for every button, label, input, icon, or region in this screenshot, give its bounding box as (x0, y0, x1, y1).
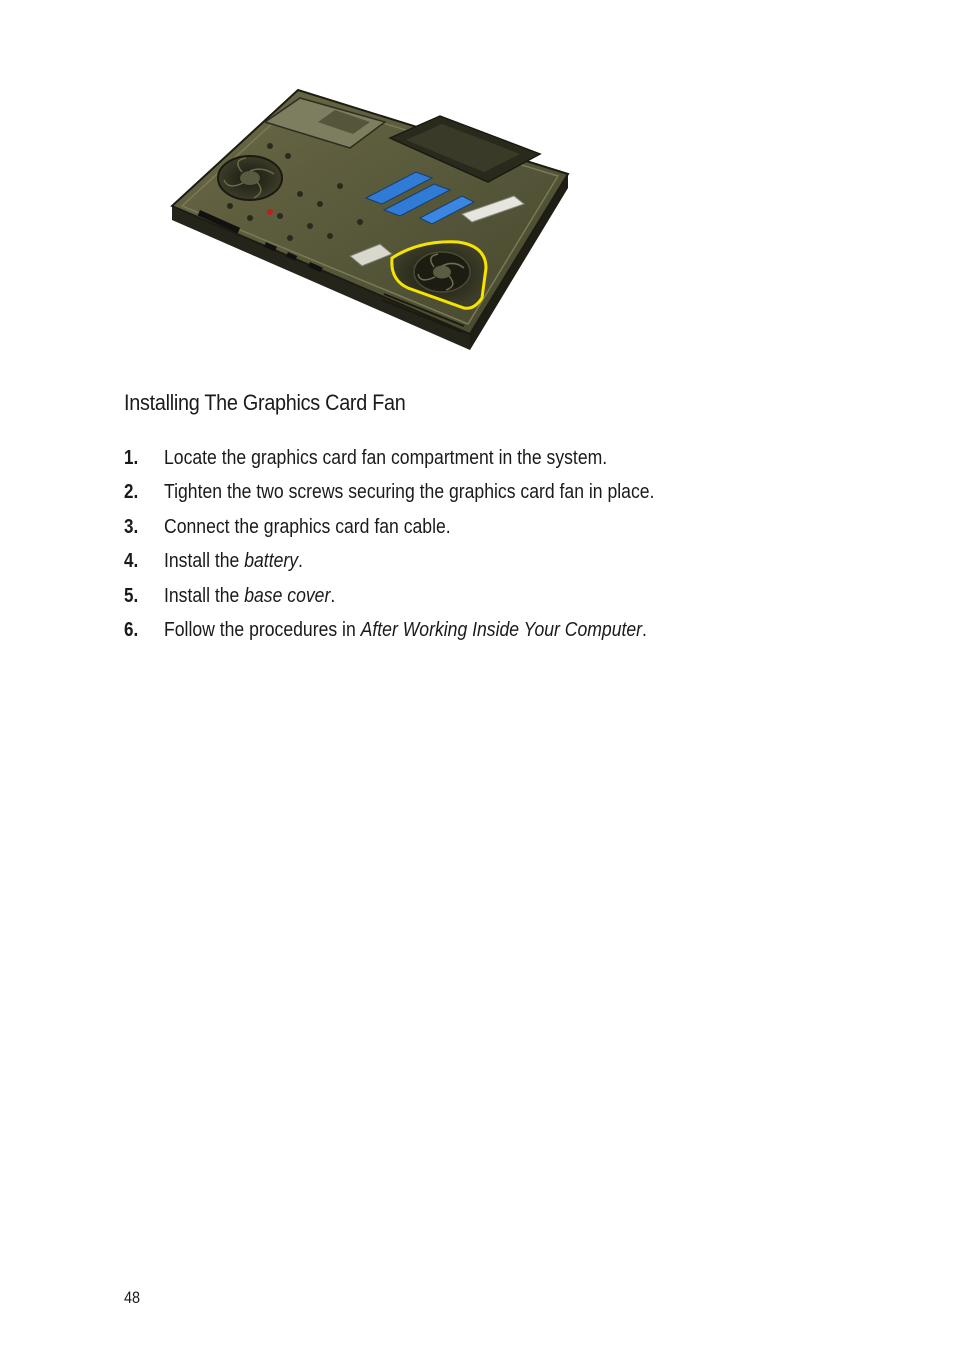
section-title: Installing The Graphics Card Fan (124, 390, 406, 415)
step-number: 4. (124, 550, 139, 573)
page-number: 48 (124, 1288, 141, 1307)
step-text: Connect the graphics card fan cable. (164, 515, 451, 538)
after-working-inside-link[interactable]: After Working Inside Your Computer (360, 618, 643, 641)
step-number: 1. (124, 447, 139, 469)
step-text: Tighten the two screws securing the graphics card fan in place. (164, 481, 655, 504)
step-text: Install the battery. (164, 550, 303, 573)
step-number: 5. (124, 584, 139, 607)
step-number: 3. (124, 515, 139, 538)
laptop-bottom-graphics-fan-icon (170, 86, 574, 354)
step-text: Follow the procedures in After Working Inside Your Computer. (164, 618, 647, 641)
step-number: 2. (124, 481, 139, 504)
laptop-bottom-figure (170, 86, 574, 354)
base-cover-link[interactable]: base cover (244, 584, 331, 607)
step-text: Locate the graphics card fan compartment in the system. (164, 447, 608, 469)
battery-link[interactable]: battery (244, 550, 299, 573)
step-text: Install the base cover. (164, 584, 336, 607)
step-number: 6. (124, 618, 139, 641)
